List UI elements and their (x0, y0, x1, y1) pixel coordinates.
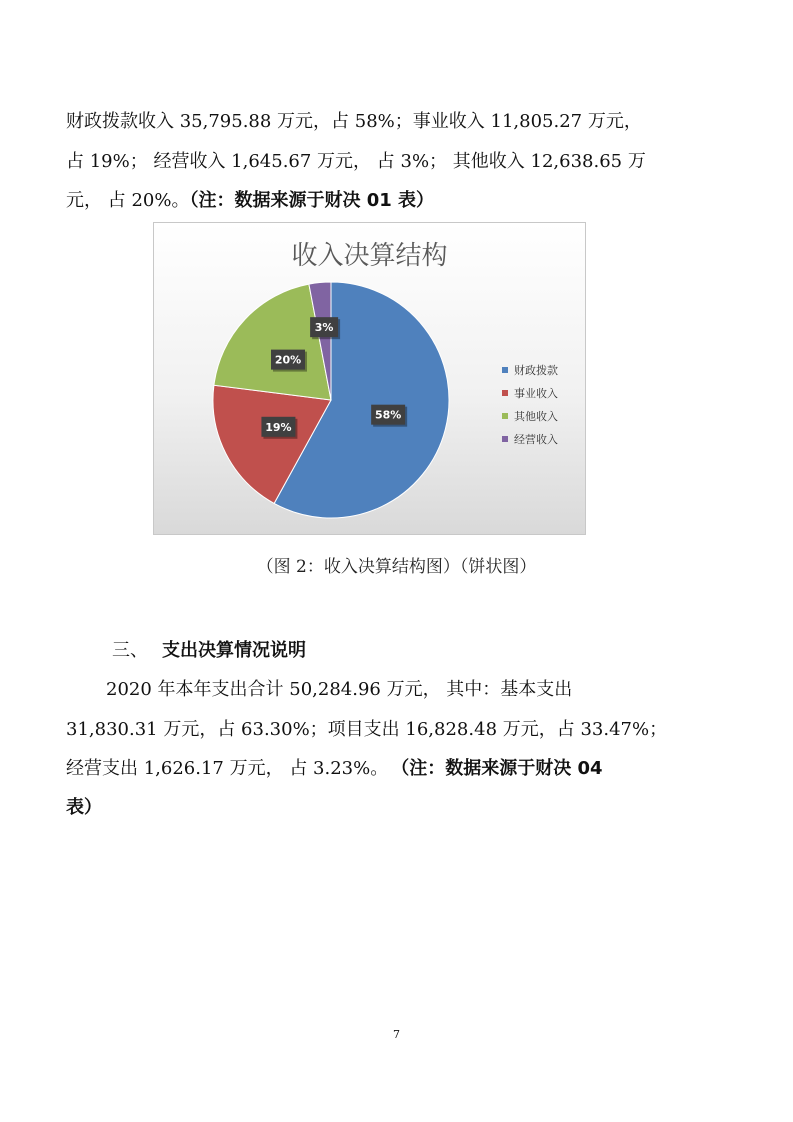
section-3-heading (112, 636, 306, 662)
svg-text:20%: 20% (274, 353, 302, 367)
legend-swatch (502, 390, 508, 396)
expense-line-4: 表） (66, 797, 102, 818)
page-number: 7 (393, 1028, 400, 1041)
section-3-title: 支出决算情况说明 (162, 640, 306, 661)
legend-label: 其他收入 (514, 409, 558, 423)
expense-line-3-text: 经营支出 1,626.17 万元， 占 3.23%。 (66, 758, 389, 779)
income-line-2: 占 19%； 经营收入 1,645.67 万元， 占 3%； 其他收入 12,638.65 万 (66, 151, 646, 172)
income-source-note: （注：数据来源于财决 01 表） (189, 190, 435, 211)
pie-data-label-3 (271, 350, 307, 372)
svg-text:58%: 58% (374, 408, 402, 422)
income-line-3-text: 元， 占 20%。 (66, 190, 190, 211)
expense-source-note: （注：数据来源于财决 04 (400, 758, 603, 779)
legend-label: 财政拨款 (514, 363, 558, 377)
svg-text:3%: 3% (314, 321, 334, 335)
legend-label: 事业收入 (514, 386, 558, 400)
svg-text:19%: 19% (265, 420, 292, 434)
expense-line-2: 31,830.31 万元，占 63.30%；项目支出 16,828.48 万元，占 33.47%； (66, 719, 668, 740)
section-3-number: 三、 (112, 640, 148, 661)
expense-line-3 (66, 757, 726, 781)
chart-title: 收入决算结构 (291, 241, 448, 271)
legend-item-2 (502, 381, 558, 404)
pie-data-label-4 (310, 317, 340, 339)
pie-data-label-2 (261, 417, 297, 439)
income-line-1: 财政拨款收入 35,795.88 万元，占 58%；事业收入 11,805.27 万元， (66, 111, 642, 132)
legend-swatch (502, 367, 508, 373)
figure-caption: （图 2：收入决算结构图）（饼状图） (256, 557, 537, 577)
legend-swatch (502, 436, 508, 442)
expense-line-1: 2020 年本年支出合计 50,284.96 万元， 其中：基本支出 (106, 679, 573, 700)
legend-item-1 (502, 358, 558, 381)
chart-legend (502, 358, 558, 450)
legend-swatch (502, 413, 508, 419)
pie-data-label-1 (371, 405, 407, 427)
legend-label: 经营收入 (514, 432, 558, 446)
legend-item-4 (502, 427, 558, 450)
legend-item-3 (502, 404, 558, 427)
